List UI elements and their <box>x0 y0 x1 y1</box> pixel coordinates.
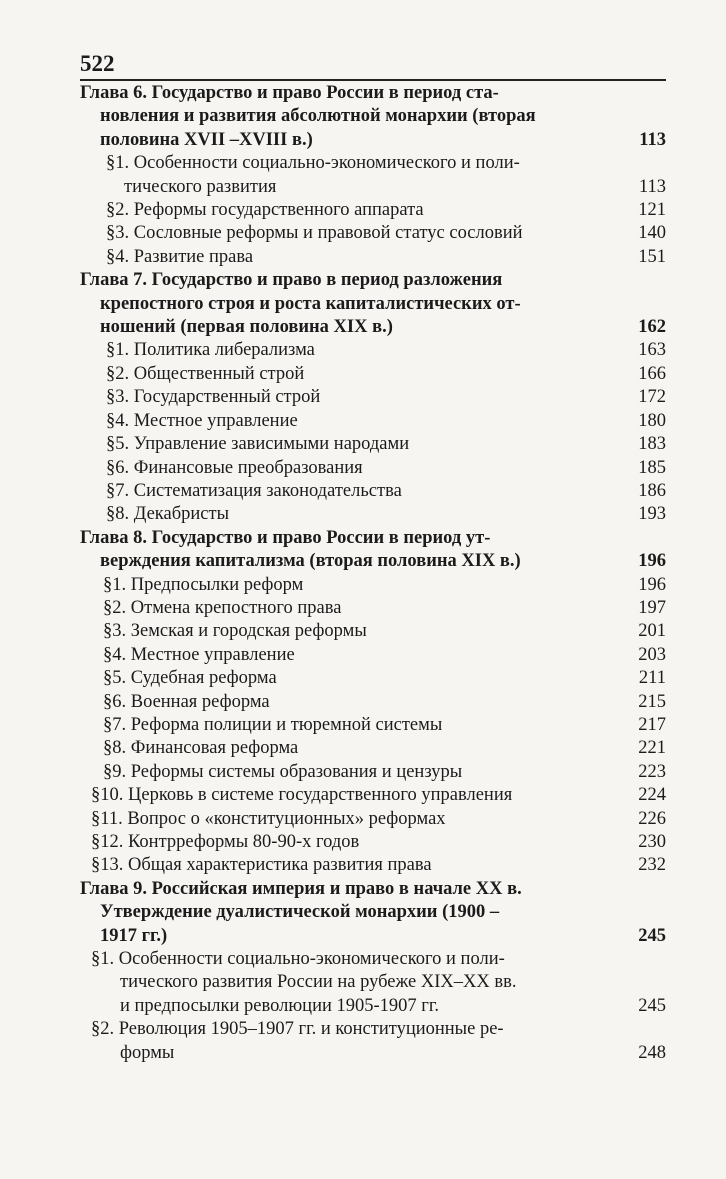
entry-title-line: §1. Особенности социально-экономического и поли- <box>91 949 505 970</box>
entry-title <box>106 480 626 503</box>
table-of-contents <box>80 82 666 1065</box>
entry-title <box>106 457 626 480</box>
entry-page-number: 221 <box>638 738 666 759</box>
entry-title <box>80 82 626 152</box>
entry-page-number: 245 <box>638 995 666 1016</box>
entry-page-number: 113 <box>638 176 666 197</box>
entry-page-number: 217 <box>638 714 666 735</box>
toc-section-entry <box>80 620 666 643</box>
entry-page-number: 151 <box>638 246 666 267</box>
toc-section-entry <box>80 199 666 222</box>
entry-title-line: крепостного строя и роста капиталистических от- <box>100 293 521 314</box>
toc-section-entry <box>80 410 666 433</box>
entry-title <box>103 691 626 714</box>
entry-title <box>80 527 626 574</box>
entry-title-line: §1. Предпосылки реформ <box>103 574 304 595</box>
entry-title-line: §11. Вопрос о «конституционных» реформах <box>91 808 446 829</box>
entry-title-line: §3. Земская и городская реформы <box>103 621 367 642</box>
entry-title <box>103 574 626 597</box>
entry-title-line: формы <box>120 1042 175 1063</box>
toc-section-entry <box>80 737 666 760</box>
entry-title <box>91 808 626 831</box>
entry-title <box>106 386 626 409</box>
entry-page-number: 121 <box>638 200 666 221</box>
entry-title <box>80 878 626 948</box>
entry-title-line: 1917 гг.) <box>100 925 168 946</box>
entry-title-line: §2. Общественный строй <box>106 363 305 384</box>
entry-page-number: 193 <box>638 504 666 525</box>
entry-title-line: §3. Государственный строй <box>106 387 321 408</box>
entry-title-line: §7. Реформа полиции и тюремной системы <box>103 714 443 735</box>
toc-section-entry <box>80 691 666 714</box>
entry-title-line: §7. Систематизация законодательства <box>106 480 402 501</box>
toc-section-entry <box>80 339 666 362</box>
toc-section-entry <box>80 644 666 667</box>
entry-title-line: §8. Финансовая реформа <box>103 738 299 759</box>
entry-page-number: 197 <box>638 597 666 618</box>
entry-title <box>103 714 626 737</box>
entry-title <box>103 597 626 620</box>
entry-title-line: тического развития <box>124 176 277 197</box>
entry-title-line: §9. Реформы системы образования и цензуры <box>103 761 463 782</box>
entry-page-number: 224 <box>638 785 666 806</box>
entry-page-number: 211 <box>638 668 666 689</box>
toc-section-entry <box>80 480 666 503</box>
entry-title <box>106 246 626 269</box>
entry-page-number: 113 <box>639 129 666 150</box>
toc-section-entry <box>80 222 666 245</box>
entry-title-line: §6. Финансовые преобразования <box>106 457 363 478</box>
toc-chapter-entry <box>80 527 666 574</box>
entry-title <box>106 152 626 199</box>
toc-section-entry <box>80 363 666 386</box>
entry-title-line: Глава 7. Государство и право в период разложения <box>80 270 503 291</box>
entry-page-number: 223 <box>638 761 666 782</box>
entry-title <box>91 831 626 854</box>
entry-page-number: 232 <box>638 855 666 876</box>
entry-title-line: ношений (первая половина XIX в.) <box>100 317 393 338</box>
toc-chapter-entry <box>80 878 666 948</box>
entry-title <box>106 433 626 456</box>
entry-title-line: верждения капитализма (вторая половина XIX в.) <box>100 551 521 572</box>
entry-title-line: §5. Судебная реформа <box>103 668 277 689</box>
header-rule <box>80 79 666 81</box>
entry-page-number: 162 <box>638 317 666 338</box>
entry-title-line: §4. Местное управление <box>103 644 295 665</box>
entry-title-line: Глава 8. Государство и право России в период ут- <box>80 527 491 548</box>
entry-title <box>91 854 626 877</box>
entry-title-line: Утверждение дуалистической монархии (1900 – <box>100 902 500 923</box>
entry-page-number: 245 <box>638 925 666 946</box>
entry-title <box>91 948 626 1018</box>
entry-title-line: §4. Местное управление <box>106 410 298 431</box>
entry-page-number: 140 <box>638 223 666 244</box>
entry-title-line: тического развития России на рубеже XIX–XX вв. <box>120 972 517 993</box>
entry-title <box>103 667 626 690</box>
entry-page-number: 183 <box>638 434 666 455</box>
page-number: 522 <box>80 51 115 76</box>
entry-title-line: половина XVII –XVIII в.) <box>100 129 313 150</box>
entry-title-line: §13. Общая характеристика развития права <box>91 855 432 876</box>
entry-title-line: §2. Реформы государственного аппарата <box>106 200 424 221</box>
entry-page-number: 166 <box>638 363 666 384</box>
entry-title-line: Глава 6. Государство и право России в период ста- <box>80 83 499 103</box>
toc-chapter-entry <box>80 82 666 152</box>
entry-page-number: 196 <box>638 551 666 572</box>
entry-title <box>106 363 626 386</box>
entry-title-line: §6. Военная реформа <box>103 691 270 712</box>
entry-title <box>103 620 626 643</box>
entry-page-number: 196 <box>638 574 666 595</box>
entry-title-line: §3. Сословные реформы и правовой статус сословий <box>106 223 523 244</box>
toc-section-entry <box>80 854 666 877</box>
toc-section-entry <box>80 808 666 831</box>
entry-title <box>91 784 626 807</box>
entry-title <box>106 503 626 526</box>
toc-section-entry <box>80 714 666 737</box>
toc-section-entry <box>80 784 666 807</box>
entry-title-line: §8. Декабристы <box>106 504 230 525</box>
toc-section-entry <box>80 761 666 784</box>
entry-title <box>106 339 626 362</box>
toc-chapter-entry <box>80 269 666 339</box>
entry-page-number: 186 <box>638 480 666 501</box>
entry-title <box>106 410 626 433</box>
entry-page-number: 248 <box>638 1042 666 1063</box>
entry-title-line: §5. Управление зависимыми народами <box>106 434 410 455</box>
toc-section-entry <box>80 831 666 854</box>
entry-page-number: 185 <box>638 457 666 478</box>
toc-section-entry <box>80 386 666 409</box>
toc-section-entry <box>80 503 666 526</box>
entry-page-number: 180 <box>638 410 666 431</box>
entry-title <box>91 1018 626 1065</box>
toc-section-entry <box>80 1018 666 1065</box>
entry-title-line: §1. Особенности социально-экономического и поли- <box>106 153 520 174</box>
entry-page-number: 163 <box>638 340 666 361</box>
entry-title-line: Глава 9. Российская империя и право в начале XX в. <box>80 878 522 899</box>
entry-page-number: 230 <box>638 832 666 852</box>
entry-title-line: и предпосылки революции 1905-1907 гг. <box>120 995 440 1016</box>
entry-title-line: §10. Церковь в системе государственного управления <box>91 785 513 806</box>
toc-section-entry <box>80 574 666 597</box>
entry-page-number: 201 <box>638 621 666 642</box>
entry-title-line: §2. Отмена крепостного права <box>103 597 342 618</box>
entry-title <box>106 199 626 222</box>
entry-page-number: 226 <box>638 808 666 829</box>
entry-title-line: §12. Контрреформы 80-90-х годов <box>91 832 360 852</box>
entry-title <box>103 761 626 784</box>
toc-section-entry <box>80 667 666 690</box>
entry-title <box>103 644 626 667</box>
entry-title <box>106 222 626 245</box>
entry-title-line: §2. Революция 1905–1907 гг. и конституционные ре- <box>91 1019 504 1040</box>
entry-title <box>80 269 626 339</box>
toc-section-entry <box>80 246 666 269</box>
toc-section-entry <box>80 948 666 1018</box>
entry-title <box>103 737 626 760</box>
toc-section-entry <box>80 597 666 620</box>
entry-page-number: 215 <box>638 691 666 712</box>
entry-title-line: §4. Развитие права <box>106 246 254 267</box>
entry-title-line: §1. Политика либерализма <box>106 340 315 361</box>
toc-section-entry <box>80 457 666 480</box>
entry-page-number: 203 <box>638 644 666 665</box>
entry-title-line: новления и развития абсолютной монархии (вторая <box>100 106 536 127</box>
toc-section-entry <box>80 152 666 199</box>
entry-page-number: 172 <box>638 387 666 408</box>
toc-section-entry <box>80 433 666 456</box>
